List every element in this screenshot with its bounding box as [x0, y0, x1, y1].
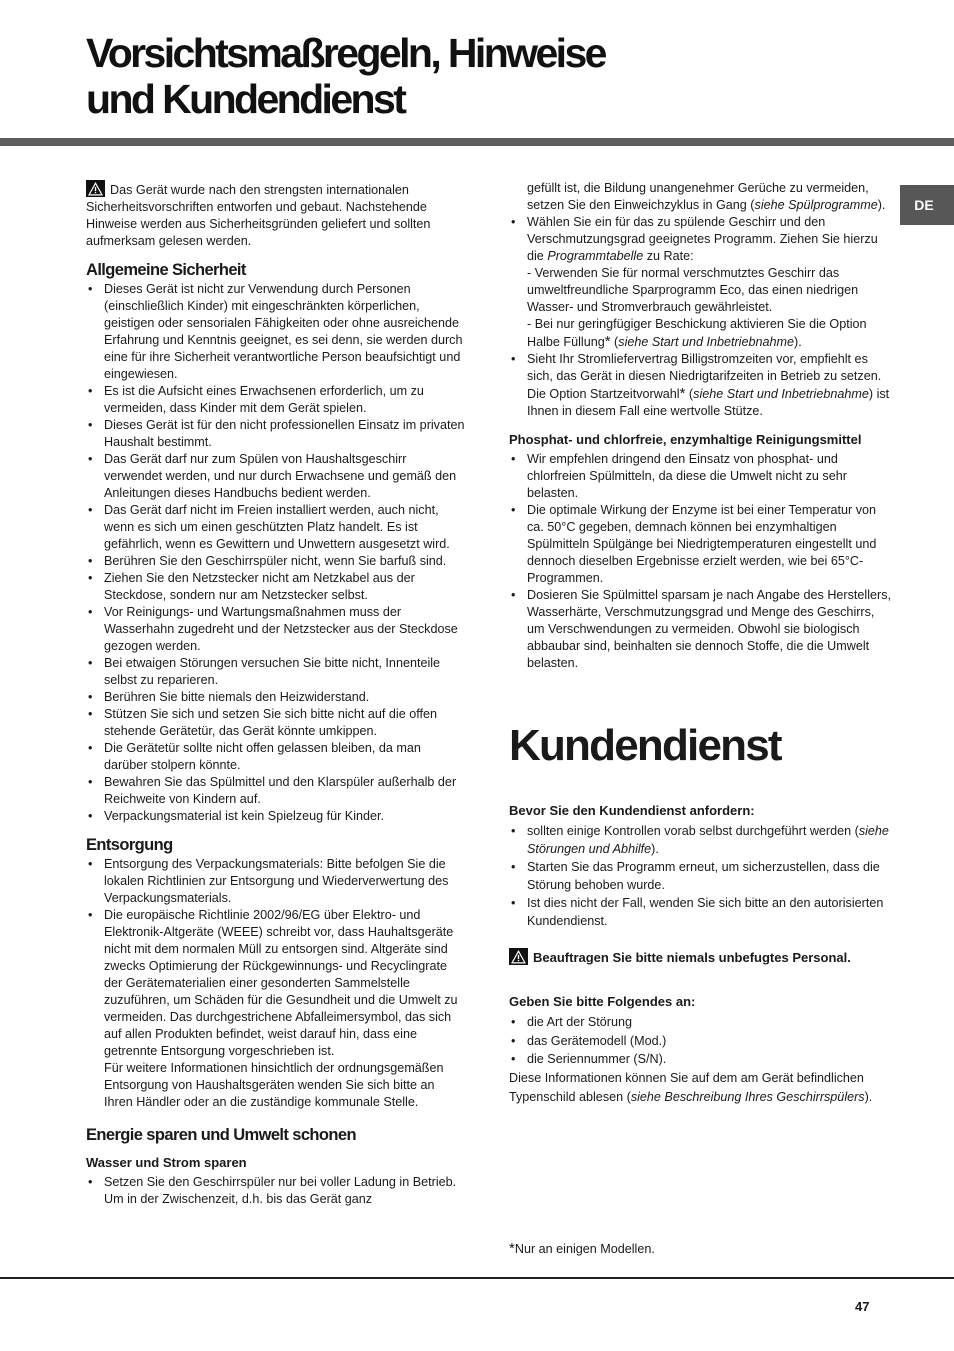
- list-item: • Ist dies nicht der Fall, wenden Sie sich bitte an den autorisierten Kundendienst.: [509, 894, 891, 930]
- footnote-marker: *: [604, 333, 611, 350]
- right-column: [509, 180, 891, 1107]
- list-item: • Setzen Sie den Geschirrspüler nur bei voller Ladung in Betrieb. Um in der Zwischenzeit, d.h. bis das Gerät ganz: [86, 1174, 466, 1208]
- page-title: [86, 30, 605, 122]
- list-item: • Ziehen Sie den Netzstecker nicht am Netzkabel aus der Steckdose, sondern nur am Netzstecker selbst.: [86, 570, 466, 604]
- list-item: • Verpackungsmaterial ist kein Spielzeug für Kinder.: [86, 808, 466, 825]
- kundendienst-heading: Kundendienst: [509, 721, 781, 770]
- footnote-marker: *: [679, 385, 686, 402]
- footnote-text: Nur an einigen Modellen.: [514, 1242, 655, 1256]
- before-service-list: [509, 822, 891, 930]
- item-subline: - Verwenden Sie für normal verschmutztes Geschirr das umweltfreundliche Sparprogramm Eco, das einen niedrigen Wasser- und Stromverbrauch gewährleistet.: [527, 266, 859, 314]
- page-number: 47: [855, 1299, 870, 1314]
- info-paragraph: [509, 1069, 891, 1107]
- footnote-marker: *: [509, 1240, 515, 1257]
- punctuation: ).: [877, 198, 886, 212]
- punctuation: ).: [864, 1089, 873, 1104]
- list-item: [509, 351, 891, 420]
- cross-reference: siehe Start und Inbetriebnahme: [618, 335, 794, 349]
- item-subline: [527, 316, 891, 351]
- list-item: [509, 822, 891, 858]
- item-text: zu Rate:: [643, 249, 694, 263]
- allgemeine-list: [86, 281, 466, 825]
- list-item: • Stützen Sie sich und setzen Sie sich bitte nicht auf die offen stehende Gerätetür, das Gerät könnte umkippen.: [86, 706, 466, 740]
- list-item: • das Gerätemodell (Mod.): [509, 1032, 891, 1051]
- info-heading: Geben Sie bitte Folgendes an:: [509, 994, 696, 1009]
- list-item: [86, 907, 466, 1111]
- energie-list-start: [86, 1174, 466, 1208]
- info-list: [509, 1013, 891, 1069]
- page-title-line2: und Kundendienst: [86, 76, 405, 122]
- bottom-rule: [0, 1277, 954, 1279]
- list-item: • Die optimale Wirkung der Enzyme ist bei einer Temperatur von ca. 50°C gegeben, demnach können bei enzymhaltigen Spülmitteln Spülgänge bei Niedrigtemperaturen eingestellt und dennoch dieselben Ergebnisse erzielt werden, wie bei 65°C-Programmen.: [509, 502, 891, 587]
- entsorgung-list: [86, 856, 466, 1111]
- cross-reference: siehe Beschreibung Ihres Geschirrspülers: [630, 1089, 865, 1104]
- phosphat-list: [509, 451, 891, 672]
- list-item: • Das Gerät darf nicht im Freien installiert werden, auch nicht, wenn es sich um einen geschützten Platz handelt. Es ist gefährlich, wenn es Gewittern und Unwettern ausgesetzt wird.: [86, 502, 466, 553]
- top-rule: [0, 138, 954, 146]
- list-item: • Vor Reinigungs- und Wartungsmaßnahmen muss der Wasserhahn zugedreht und der Netzstecker aus der Steckdose gezogen werden.: [86, 604, 466, 655]
- weee-text: Die europäische Richtlinie 2002/96/EG über Elektro- und Elektronik-Altgeräte (WEEE) schreibt vor, dass Hauhaltsgeräte nicht mit dem normalen Müll zu entsorgen sind. Altgeräte sind zwecks Optimierung der Rückgewinnungs- und Recyclingrate der Gerätematerialien einer gesonderten Sammelstelle zuzuführen, um Schäden für die Gesundheit und die Umwelt zu vermeiden. Das durchgestrichene Abfalleimersymbol, das sich auf allen Produkten befindet, weist darauf hin, dass eine getrennte Entsorgung vorgeschrieben ist.: [104, 908, 458, 1058]
- intro-text: Das Gerät wurde nach den strengsten internationalen Sicherheitsvorschriften entworfen und gebaut. Nachstehende Hinweise werden aus Sicherheitsgründen geliefert und sollten aufmerksam gelesen werden.: [86, 183, 431, 248]
- list-item: • Dieses Gerät ist für den nicht professionellen Einsatz im privaten Haushalt bestimmt.: [86, 417, 466, 451]
- energie-list-cont: [509, 214, 891, 420]
- list-item: • Berühren Sie den Geschirrspüler nicht, wenn Sie barfuß sind.: [86, 553, 466, 570]
- weee-further-info: Für weitere Informationen hinsichtlich der ordnungsgemäßen Entsorgung von Haushaltsgeräten wenden Sie sich bitte an Ihren Händler oder an die zuständige kommunale Stelle.: [104, 1061, 444, 1109]
- list-item: • Entsorgung des Verpackungsmaterials: Bitte befolgen Sie die lokalen Richtlinien zur Entsorgung und Wiederverwertung des Verpackungsmaterials.: [86, 856, 466, 907]
- item-text: - Bei nur geringfügiger Beschickung aktivieren Sie die Option Halbe Füllung: [527, 317, 867, 349]
- list-item: • Das Gerät darf nur zum Spülen von Haushaltsgeschirr verwendet werden, und nur durch Erwachsene und gemäß den Anleitungen dieses Handbuchs bedient werden.: [86, 451, 466, 502]
- phosphat-heading: Phosphat- und chlorfreie, enzymhaltige Reinigungsmittel: [509, 432, 862, 447]
- wasser-strom-heading: Wasser und Strom sparen: [86, 1155, 247, 1170]
- item-text: Diese Informationen können Sie auf dem am Gerät befindlichen Typenschild ablesen (: [509, 1070, 864, 1104]
- list-item: • Wir empfehlen dringend den Einsatz von phosphat- und chlorfreien Spülmitteln, da diese die Umwelt nicht zu sehr belasten.: [509, 451, 891, 502]
- list-item: • Starten Sie das Programm erneut, um sicherzustellen, dass die Störung behoben wurde.: [509, 858, 891, 894]
- cross-reference: Programmtabelle: [547, 249, 644, 263]
- language-tab: DE: [900, 185, 954, 225]
- list-item: • Dosieren Sie Spülmittel sparsam je nach Angabe des Herstellers, Wasserhärte, Verschmutzungsgrad und Menge des Geschirrs, um Verschwendungen zu vermeiden. Obwohl sie biologisch abbaubar sind, beinhalten sie dennoch Stoffe, die die Umwelt belasten.: [509, 587, 891, 672]
- before-service-heading: Bevor Sie den Kundendienst anfordern:: [509, 803, 755, 818]
- item-text: ) ist Ihnen in diesem Fall eine wertvolle Stütze.: [527, 387, 890, 418]
- punctuation: ).: [651, 842, 659, 856]
- list-item: • Bewahren Sie das Spülmittel und den Klarspüler außerhalb der Reichweite von Kindern auf.: [86, 774, 466, 808]
- list-item: • Berühren Sie bitte niemals den Heizwiderstand.: [86, 689, 466, 706]
- item-text: sollten einige Kontrollen vorab selbst durchgeführt werden (: [527, 824, 859, 838]
- page-title-line1: Vorsichtsmaßregeln, Hinweise: [86, 30, 605, 76]
- energie-heading: Energie sparen und Umwelt schonen: [86, 1126, 356, 1144]
- warning-icon: [509, 948, 528, 965]
- warning-icon: [86, 180, 105, 197]
- notice-text: Beauftragen Sie bitte niemals unbefugtes Personal.: [533, 950, 851, 965]
- cross-reference: siehe Spülprogramme: [754, 198, 878, 212]
- list-item: [509, 214, 891, 351]
- list-item: • Es ist die Aufsicht eines Erwachsenen erforderlich, um zu vermeiden, dass Kinder mit dem Gerät spielen.: [86, 383, 466, 417]
- intro-paragraph: [86, 180, 466, 250]
- list-item: • die Seriennummer (S/N).: [509, 1050, 891, 1069]
- footnote: [509, 1240, 655, 1257]
- punctuation: ).: [794, 335, 802, 349]
- cross-reference: siehe Start und Inbetriebnahme: [693, 387, 869, 401]
- energie-continued: [509, 180, 891, 214]
- energie-continued-text: gefüllt ist, die Bildung unangenehmer Gerüche zu vermeiden, setzen Sie den Einweichzyklus in Gang (: [527, 181, 869, 212]
- list-item: • die Art der Störung: [509, 1013, 891, 1032]
- punctuation: (: [610, 335, 619, 349]
- item-text: Sieht Ihr Stromliefervertrag Billigstromzeiten vor, empfiehlt es sich, das Gerät in diesen Niedrigtarifzeiten in Betrieb zu setzen. Die Option Startzeitvorwahl: [527, 352, 882, 401]
- entsorgung-heading: Entsorgung: [86, 836, 173, 854]
- list-item: • Die Gerätetür sollte nicht offen gelassen bleiben, da man darüber stolpern könnte.: [86, 740, 466, 774]
- list-item: • Bei etwaigen Störungen versuchen Sie bitte nicht, Innenteile selbst zu reparieren.: [86, 655, 466, 689]
- unauthorized-notice: [509, 948, 891, 966]
- list-item: • Dieses Gerät ist nicht zur Verwendung durch Personen (einschließlich Kinder) mit eingeschränkten körperlichen, geistigen oder sensorialen Fähigkeiten oder ohne ausreichende Erfahrung und Kenntnis geeignet, es sei denn, sie werden durch eine für ihre Sicherheit verantwortliche Person beaufsichtigt und eingewiesen.: [86, 281, 466, 383]
- punctuation: (: [685, 387, 694, 401]
- cross-reference: siehe Störungen und Abhilfe: [527, 824, 889, 856]
- item-text: Wählen Sie ein für das zu spülende Geschirr und den Verschmutzungsgrad geeignetes Programm. Ziehen Sie hierzu die: [527, 215, 878, 263]
- allgemeine-heading: Allgemeine Sicherheit: [86, 261, 246, 279]
- left-column: [86, 180, 466, 1208]
